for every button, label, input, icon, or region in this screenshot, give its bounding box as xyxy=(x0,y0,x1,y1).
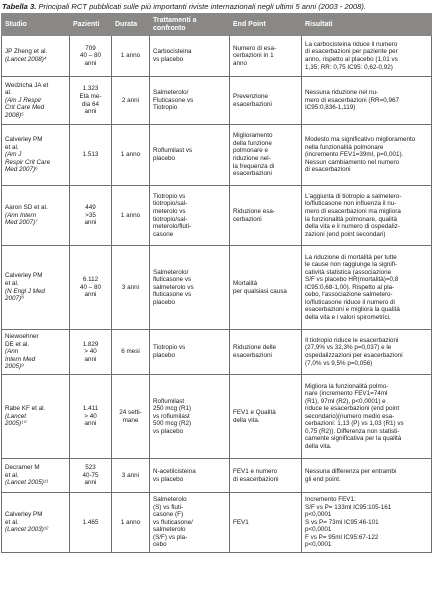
studio-cell xyxy=(2,77,70,125)
study-reference: (Ann Intern Med 2007)⁷ xyxy=(5,211,38,227)
study-authors: Calverley PM et al. xyxy=(5,136,43,151)
col-header-trattamenti: Trattamenti a confronto xyxy=(150,14,230,36)
study-reference: (Ann Intern Med 2005)⁹ xyxy=(5,348,36,371)
trattamenti-cell: Salmeterolo/ Fluticasone vs Tiotropio xyxy=(150,77,230,125)
durata-cell: 2 anni xyxy=(112,77,150,125)
pazienti-cell: 709 40 – 80 anni xyxy=(70,36,112,77)
table-row xyxy=(2,186,432,246)
pazienti-cell: 449 >35 anni xyxy=(70,186,112,246)
table-row xyxy=(2,459,432,493)
endpoint-cell: Mortalità per qualsiasi causa xyxy=(230,246,302,330)
caption-prefix: Tabella 3. xyxy=(2,2,37,11)
table-row xyxy=(2,36,432,77)
durata-cell: 1 anno xyxy=(112,186,150,246)
pazienti-cell: 1.465 xyxy=(70,493,112,553)
studio-cell xyxy=(2,246,70,330)
endpoint-cell: FEV1 e numero di esacerbazioni xyxy=(230,459,302,493)
studio-cell xyxy=(2,186,70,246)
studio-cell xyxy=(2,375,70,459)
risultati-cell: Modesto ma significativo miglioramento nella funzionalità polmonare (incremento FEV1=39ml, p=0,001). Nessun cambiamento nel numero di esacerbazioni xyxy=(302,125,432,186)
risultati-cell: Nessuna differenza per entrambi gli end point. xyxy=(302,459,432,493)
studio-cell xyxy=(2,36,70,77)
col-header-studio: Studio xyxy=(2,14,70,36)
durata-cell: 24 setti- mane xyxy=(112,375,150,459)
col-header-pazienti: Pazienti xyxy=(70,14,112,36)
trattamenti-cell: Tiotropio vs tiotropio/sal- meterolo vs tiotropio/sal- meterolo/fluti- casone xyxy=(150,186,230,246)
study-reference: (Lancet 2008)⁴ xyxy=(5,56,47,63)
trattamenti-cell: Tiotropio vs placebo xyxy=(150,330,230,375)
study-authors: Rabe KF et al. xyxy=(5,405,46,413)
study-authors: JP Zheng et al. xyxy=(5,48,48,56)
risultati-cell: Nessuna riduzione nel nu- mero di esacerbazioni (RR=0,967 IC95:0,836-1,119) xyxy=(302,77,432,125)
pazienti-cell: 523 40-75 anni xyxy=(70,459,112,493)
endpoint-cell: Riduzione esa- cerbazioni xyxy=(230,186,302,246)
study-authors: Calverley PM et al. xyxy=(5,272,43,287)
studio-cell xyxy=(2,125,70,186)
durata-cell: 1 anno xyxy=(112,493,150,553)
pazienti-cell: 1.411 > 40 anni xyxy=(70,375,112,459)
durata-cell: 6 mesi xyxy=(112,330,150,375)
study-reference: (Am J Respir Crit Care Med 2007)⁶ xyxy=(5,151,51,174)
durata-cell: 3 anni xyxy=(112,246,150,330)
study-reference: (Lancet 2005)¹⁰ xyxy=(5,412,27,428)
endpoint-cell: Riduzione delle esacerbazioni xyxy=(230,330,302,375)
table-row xyxy=(2,125,432,186)
study-authors: Aaron SD et al. xyxy=(5,204,48,212)
table-header-row xyxy=(2,14,432,36)
risultati-cell: L'aggiunta di tiotropio a salmetero- lo/fluticasone non influenza il nu- mero di esacerbazioni ma migliora la funzionalità polmonare, qualità della vita e il numero di ospedaliz- zazioni (end point secondari) xyxy=(302,186,432,246)
pazienti-cell: 1.323 Età me- dia 64 anni xyxy=(70,77,112,125)
trattamenti-cell: Salmeterolo/ fluticasone vs salmeterolo vs fluticasone vs placebo xyxy=(150,246,230,330)
table-caption xyxy=(0,0,432,13)
trattamenti-cell: Roflumilast 250 mcg (R1) vs roflumilast 500 mcg (R2) vs placebo xyxy=(150,375,230,459)
risultati-cell: Migliora la funzionalità polmo- nare (incremento FEV1=74ml (R1), 97ml (R2), p<0,0001) e riduce le esacerbazioni (end point secondario)(numero medio esa- cerbazioni: 1,13 (P) vs 1,03 (R1) vs 0,75 (R2)). Differenza non statisti- camente significativa per la qualità della vita. xyxy=(302,375,432,459)
pazienti-cell: 1.513 xyxy=(70,125,112,186)
study-authors: Wedzicha JA et al. xyxy=(5,81,49,97)
durata-cell: 3 anni xyxy=(112,459,150,493)
risultati-cell: Incremento FEV1: S/F vs P= 133ml IC95:105-161 p<0,0001 S vs P= 73ml IC95:46-101 p<0,0001 F vs P= 95ml IC95:67-122 p<0,0001 xyxy=(302,493,432,553)
risultati-cell: Il tiotropio riduce le esacerbazioni (27,9% vs 32,3% p=0,037) e le ospedalizzazioni per esacerbazioni (7,0% vs 9,5% p=0,056) xyxy=(302,330,432,375)
study-authors: Decramer M et al. xyxy=(5,464,40,479)
col-header-risultati: Risultati xyxy=(302,14,432,36)
rct-table xyxy=(1,13,432,553)
trattamenti-cell: Roflumilast vs placebo xyxy=(150,125,230,186)
endpoint-cell: Miglioramento della funzione polmonare e riduzione nel- la frequenza di esacerbazioni xyxy=(230,125,302,186)
trattamenti-cell: Carbocisteina vs placebo xyxy=(150,36,230,77)
studio-cell xyxy=(2,493,70,553)
trattamenti-cell: Salmeterolo (S) vs fluti- casone (F) vs fluticasone/ salmeterolo (S/F) vs pla- cebo xyxy=(150,493,230,553)
study-authors: Calverley PM et al. xyxy=(5,511,43,526)
table-row xyxy=(2,77,432,125)
col-header-endpoint: End Point xyxy=(230,14,302,36)
study-reference: (N Engl J Med 2007)⁸ xyxy=(5,287,45,303)
studio-cell xyxy=(2,330,70,375)
endpoint-cell: FEV1 e Qualità della vita. xyxy=(230,375,302,459)
trattamenti-cell: N-acetilcisteina vs placebo xyxy=(150,459,230,493)
caption-text: Principali RCT pubblicati sulle più importanti riviste internazionali negli ultimi 5 anni (2003 - 2008). xyxy=(36,2,366,11)
pazienti-cell: 1.829 > 40 anni xyxy=(70,330,112,375)
studio-cell xyxy=(2,459,70,493)
table-row xyxy=(2,375,432,459)
risultati-cell: La carbocisteina riduce il numero di esacerbazioni per paziente per anno, rispetto al placebo (1,01 vs 1,35; RR: 0,75 IC95: 0,62-0,92) xyxy=(302,36,432,77)
table-row xyxy=(2,493,432,553)
study-authors: Niewoehner DE et al. xyxy=(5,333,39,348)
study-reference: (Am J Respir Crit Care Med 2008)⁵ xyxy=(5,96,45,119)
endpoint-cell: Numero di esa- cerbazioni in 1 anno xyxy=(230,36,302,77)
col-header-durata: Durata xyxy=(112,14,150,36)
pazienti-cell: 6.112 40 – 80 anni xyxy=(70,246,112,330)
table-row xyxy=(2,330,432,375)
endpoint-cell: Prevenzione esacerbazioni xyxy=(230,77,302,125)
table-row xyxy=(2,246,432,330)
risultati-cell: La riduzione di mortalità per tutte le cause non raggiunge la signifi- catività statistica (associazione S/F vs placebo HR(mortalità)=0,8 IC95:0,68-1,00). Rispetto al pla- cebo, l'associazione salmetero- lo/fluticasone riduce il numero di esacerbazioni e migliora la qualità della vita e i valori spirometrici. xyxy=(302,246,432,330)
endpoint-cell: FEV1 xyxy=(230,493,302,553)
durata-cell: 1 anno xyxy=(112,36,150,77)
study-reference: (Lancet 2003)¹² xyxy=(5,526,49,534)
durata-cell: 1 anno xyxy=(112,125,150,186)
study-reference: (Lancet 2005)¹¹ xyxy=(5,479,49,487)
